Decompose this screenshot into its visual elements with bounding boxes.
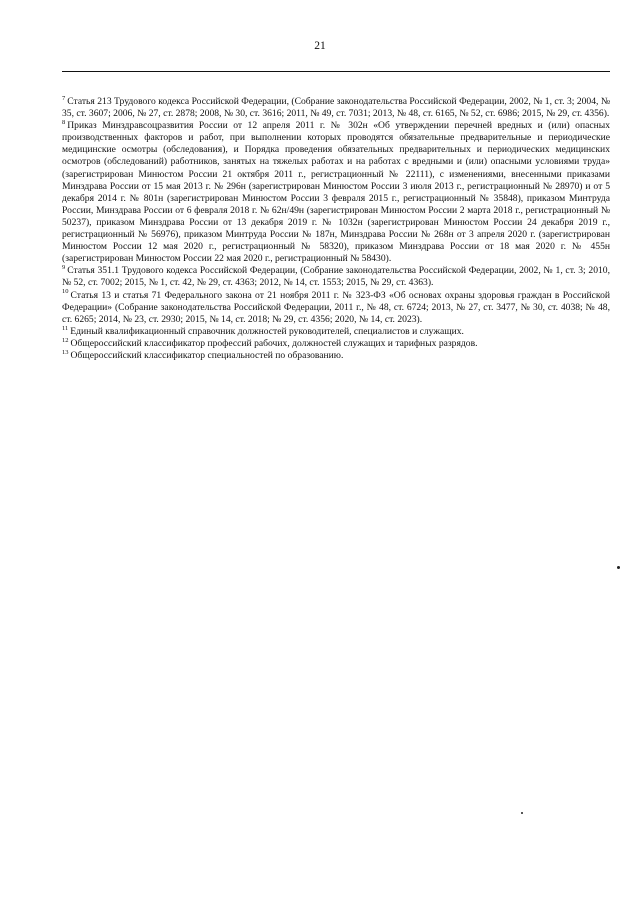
footnote-separator-line	[62, 71, 610, 72]
footnote-text: Приказ Минздравсоцразвития России от 12 апреля 2011 г. № 302н «Об утверждении перечней вредных и (или) опасных производственных факторов и работ, при выполнении которых проводятся обязательные предварительные и периодические медицинские осмотры (обследования), и Порядка проведения обязательных предварительных и периодических медицинских осмотров (обследований) работников, занятых на тяжелых работах и на работах с вредными и (или) опасными условиями труда» (зарегистрирован Минюстом России 21 октября 2011 г., регистрационный № 22111), с изменениями, внесенными приказами Минздрава России от 15 мая 2013 г. № 296н (зарегистрирован Минюстом России 3 июля 2013 г., регистрационный № 28970) и от 5 декабря 2014 г. № 801н (зарегистрирован Минюстом России 3 февраля 2015 г., регистрационный № 35848), приказом Минтруда России, Минздрава России от 6 февраля 2018 г. № 62н/49н (зарегистрирован Минюстом России 2 марта 2018 г., регистрационный № 50237), приказом Минздрава России от 13 декабря 2019 г. № 1032н (зарегистрирован Минюстом России 24 декабря 2019 г., регистрационный № 56976), приказом Минтруда России № 187н, Минздрава России № 268н от 3 апреля 2020 г. (зарегистрирован Минюстом России 12 мая 2020 г., регистрационный № 58320), приказом Минздрава России от 18 мая 2020 г. № 455н (зарегистрирован Минюстом России 22 мая 2020 г., регистрационный № 58430).	[62, 120, 610, 265]
page-number: 21	[314, 40, 326, 52]
footnotes-block	[62, 96, 610, 362]
footnote-9	[62, 265, 610, 289]
footnote-number: 7	[62, 94, 66, 102]
footnote-text: Единый квалификационный справочник должностей руководителей, специалистов и служащих.	[70, 325, 464, 337]
footnote-number: 13	[62, 348, 69, 356]
footnote-text: Общероссийский классификатор профессий рабочих, должностей служащих и тарифных разрядов.	[70, 337, 478, 349]
footnote-11	[62, 326, 610, 338]
scan-speck	[521, 812, 523, 814]
scan-speck	[617, 566, 620, 569]
footnote-7	[62, 96, 610, 120]
footnote-number: 8	[62, 119, 66, 126]
footnote-number: 11	[62, 324, 69, 332]
footnote-text: Статья 351.1 Трудового кодекса Российской Федерации, (Собрание законодательства Российской Федерации, 2002, № 1, ст. 3; 2010, № 52, ст. 7002; 2015, № 1, ст. 42, № 29, ст. 4363; 2012, № 14, ст. 1553; 2015, № 29, ст. 4363).	[62, 265, 610, 289]
footnote-number: 12	[62, 336, 69, 344]
footnote-text: Общероссийский классификатор специальностей по образованию.	[70, 349, 344, 361]
footnote-number: 9	[62, 264, 66, 272]
footnote-10	[62, 290, 610, 326]
footnote-13	[62, 350, 610, 362]
footnote-8	[62, 120, 610, 265]
footnote-number: 10	[62, 288, 69, 296]
footnote-text: Статья 213 Трудового кодекса Российской Федерации, (Собрание законодательства Российской Федерации, 2002, № 1, ст. 3; 2004, № 35, ст. 3607; 2006, № 27, ст. 2878; 2008, № 30, ст. 3616; 2011, № 49, ст. 7031; 2013, № 48, ст. 6165, № 52, ст. 6986; 2015, № 29, ст. 4356).	[62, 96, 610, 120]
footnote-text: Статья 13 и статья 71 Федерального закона от 21 ноября 2011 г. № 323-ФЗ «Об основах охраны здоровья граждан в Российской Федерации» (Собрание законодательства Российской Федерации, 2011 г., № 48, ст. 6724; 2013, № 27, ст. 3477, № 30, ст. 4038; № 48, ст. 6265; 2014, № 23, ст. 2930; 2015, № 14, ст. 2018; № 29, ст. 4356; 2020, № 14, ст. 2023).	[62, 289, 610, 325]
footnote-12	[62, 338, 610, 350]
